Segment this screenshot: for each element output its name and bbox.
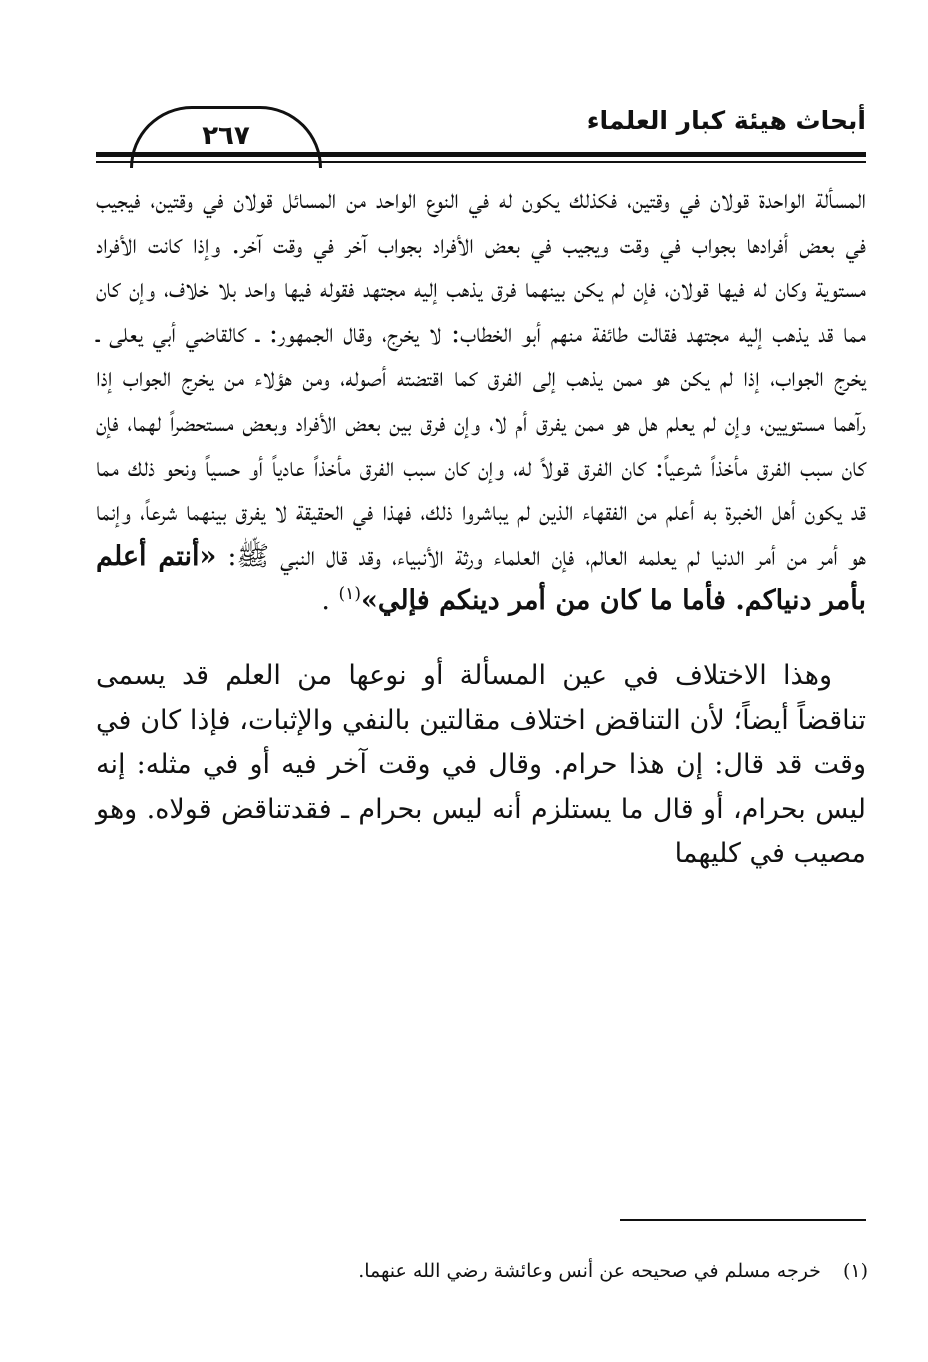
header-rule-thin xyxy=(96,161,866,163)
page-number: ٢٦٧ xyxy=(202,121,250,151)
footnote-text: خرجه مسلم في صحيحه عن أنس وعائشة رضي الله عنهما. xyxy=(358,1260,821,1282)
footnote xyxy=(96,1256,868,1286)
paragraph-1-text: المسألة الواحدة قولان في وقتين، فكذلك يكون له في النوع الواحد من المسائل قولان في وقتين، فيجيب في بعض أفرادها بجواب في وقت ويجيب في بعض الأفراد بجواب آخر في وقت آخر. وإذا كانت الأفراد مستوية وكان له فيها قولان، فإن لم يكن بينهما فرق يذهب إليه مجتهد فقوله فيها واحد بلا خلاف، وإن كان مما قد يذهب إليه مجتهد فقالت طائفة منهم أبو الخطاب: لا يخرج، وقال الجمهور: ـ كالقاضي أبي يعلى ـ يخرج الجواب، إذا لم يكن هو ممن يذهب إلى الفرق كما اقتضته أصوله، ومن هؤلاء من يخرج الجواب إذا رآهما مستويين، وإن لم يعلم هل هو ممن يفرق أم لا، وإن فرق بين بعض الأفراد وبعض مستحضراً لهما، فإن كان سبب الفرق مأخذاً شرعياً: كان الفرق قولاً له، وإن كان سبب الفرق مأخذاً عادياً أو حسياً ونحو ذلك مما قد يكون أهل الخبرة به أعلم من الفقهاء الذين لم يباشروا ذلك، فهذا في الحقيقة لا يفرق بينهما شرعاً، وإنما هو أمر من أمر الدنيا لم يعلمه العالم، فإن العلماء ورثة الأنبياء، وقد قال النبي ﷺ: xyxy=(96,184,866,572)
body-text xyxy=(96,178,866,877)
paragraph-2: وهذا الاختلاف في عين المسألة أو نوعها من العلم قد يسمى تناقضاً أيضاً؛ لأن التناقض اختلاف مقالتين بالنفي والإثبات، فإذا كان في وقت قد قال: إن هذا حرام. وقال في وقت آخر فيه أو في مثله: إنه ليس بحرام، أو قال ما يستلزم أنه ليس بحرام ـ فقدتناقض قولاه. وهو مصيب في كليهما xyxy=(96,659,866,870)
footnote-marker: (١) xyxy=(338,584,361,605)
paragraph-1 xyxy=(96,178,866,624)
header-rule-thick xyxy=(96,152,866,157)
page-header xyxy=(96,92,866,172)
paragraph-1-end: . xyxy=(321,585,330,617)
page-number-badge xyxy=(130,106,322,168)
hadith-quote: «أنتم أعلم بأمر دنياكم. فأما ما كان من أمر دينكم فإلي» xyxy=(96,540,866,617)
running-title: أبحاث هيئة كبار العلماء xyxy=(586,106,866,135)
footnote-rule xyxy=(620,1219,866,1221)
footnote-number: (١) xyxy=(842,1260,868,1282)
